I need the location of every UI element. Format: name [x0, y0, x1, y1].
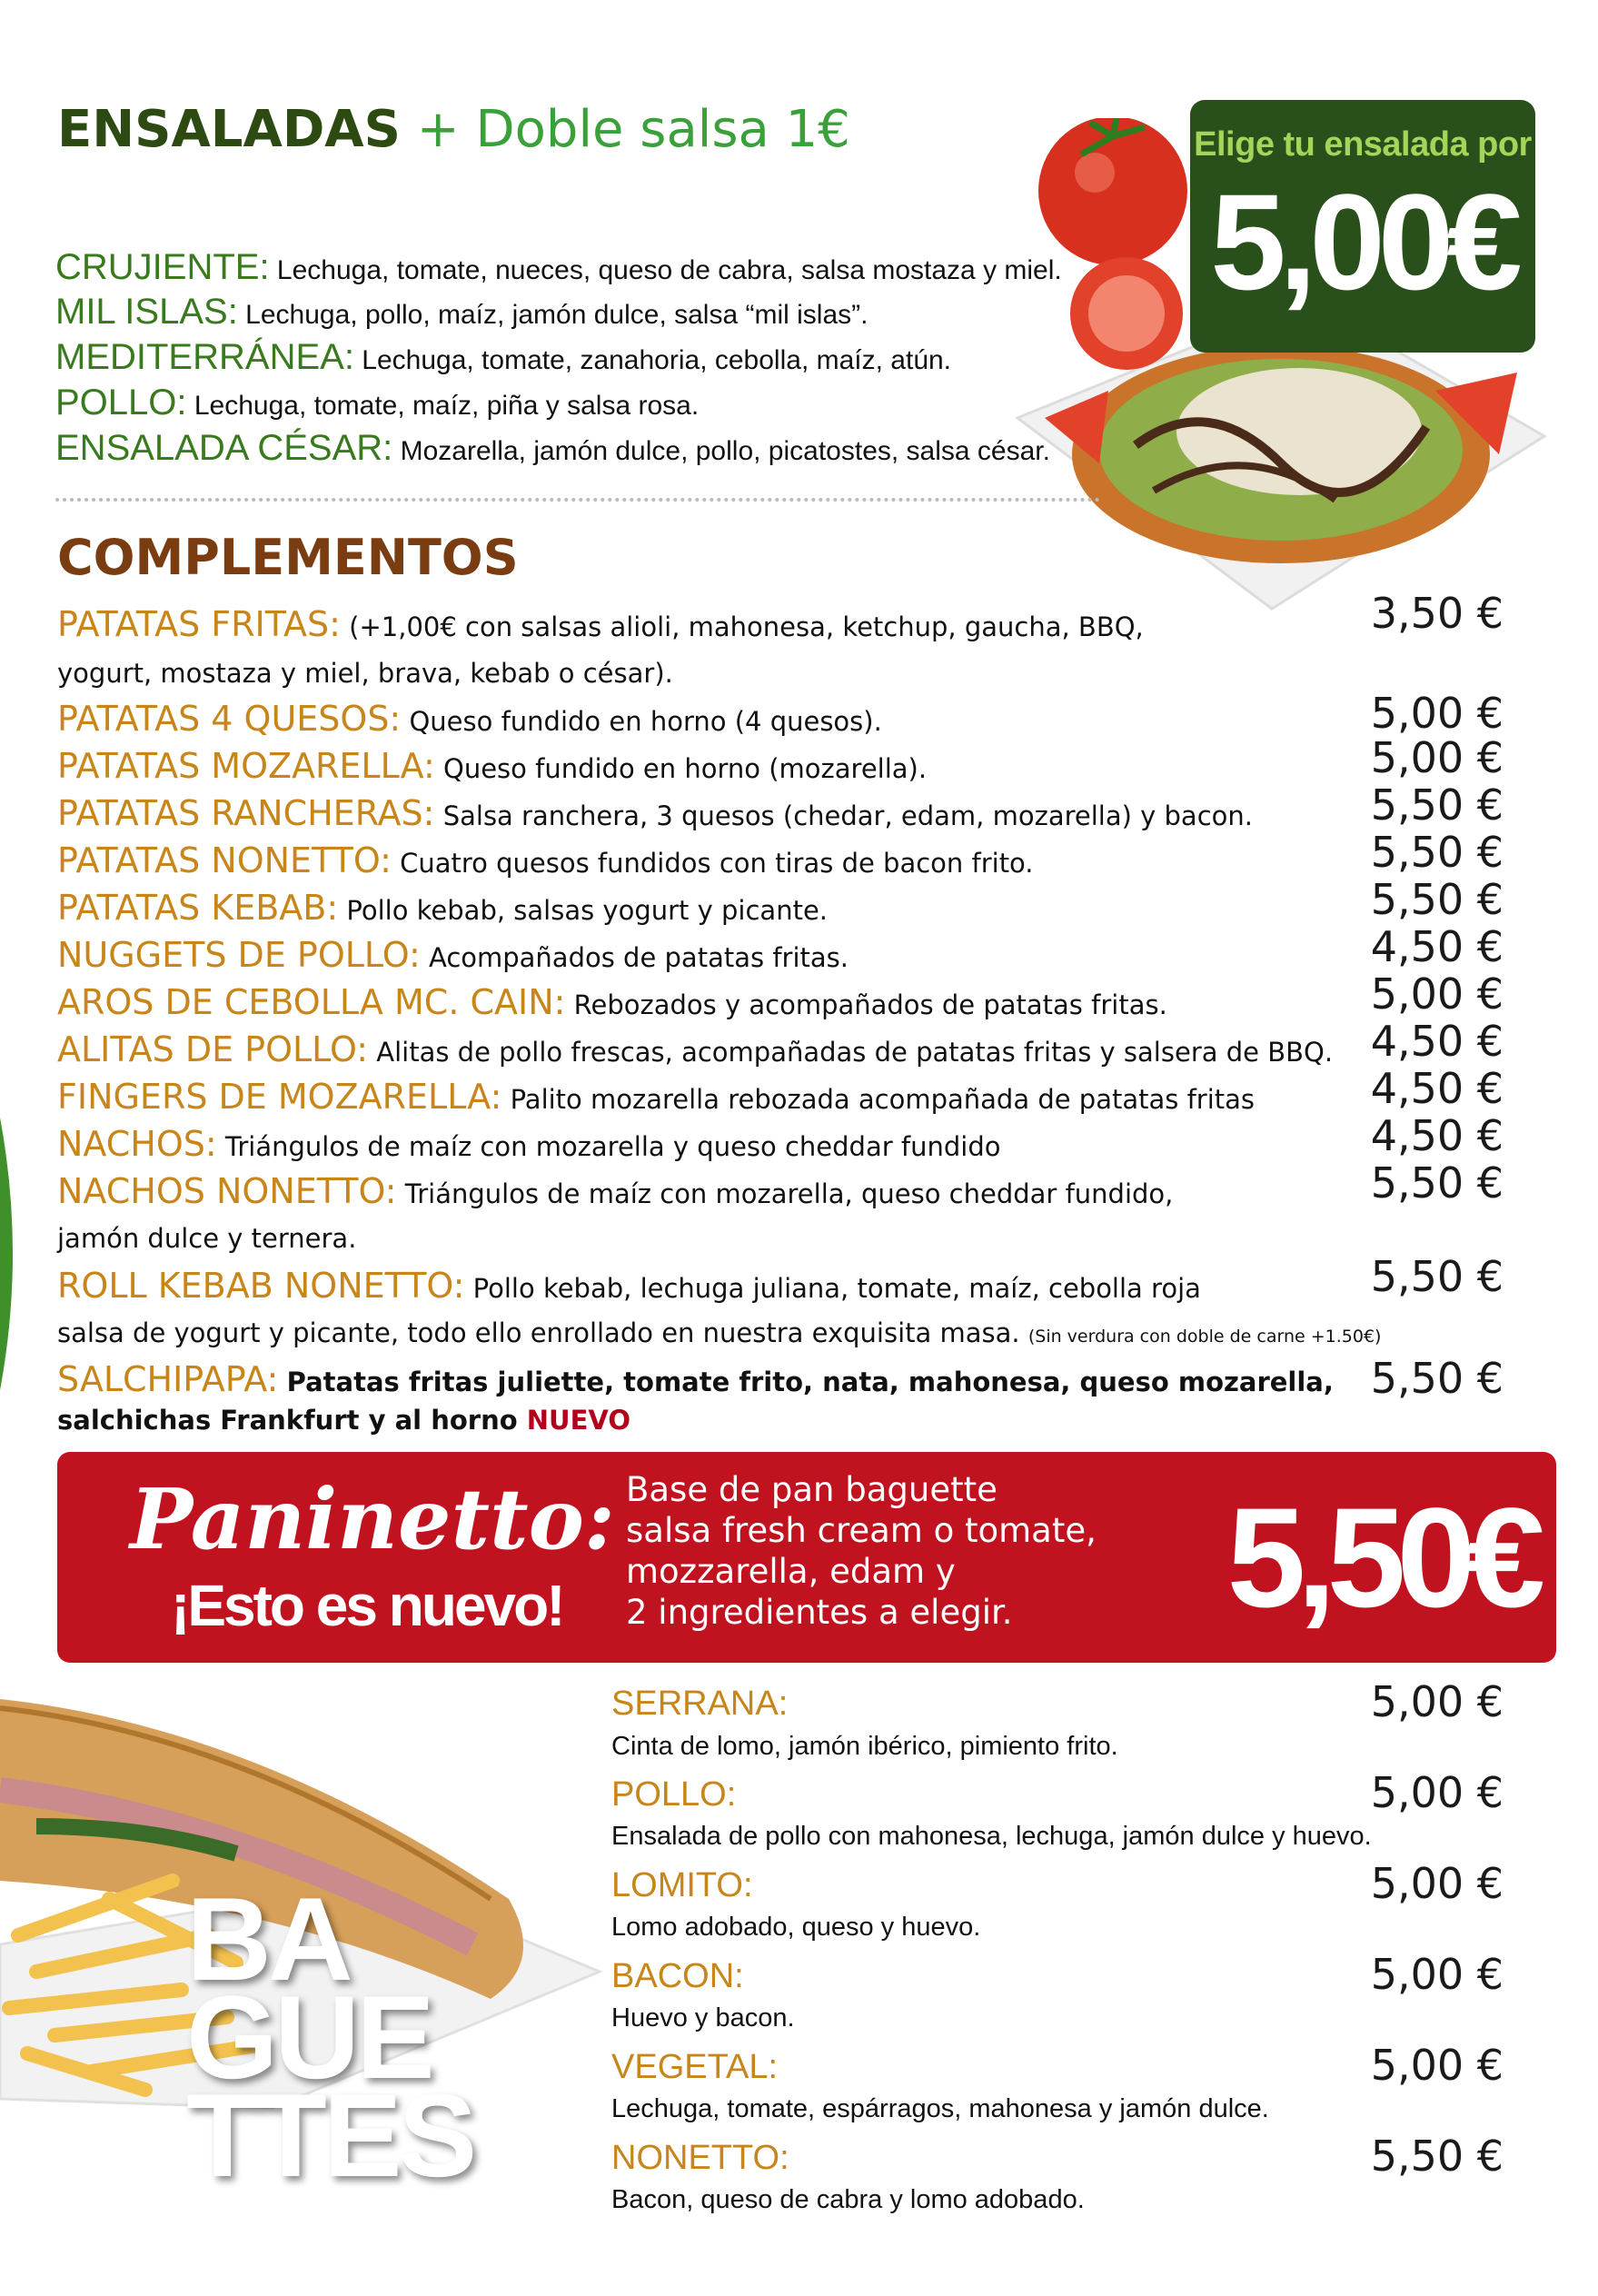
complement-item: [57, 1266, 1201, 1306]
complement-item: [57, 888, 828, 928]
complement-item-desc-cont: yogurt, mostaza y miel, brava, kebab o césar).: [57, 658, 673, 689]
complement-item-price: 5,00 €: [1370, 969, 1504, 1019]
baguette-item-desc: Huevo y bacon.: [611, 2003, 795, 2033]
complement-item-name: ROLL KEBAB NONETTO:: [57, 1266, 465, 1306]
baguette-item-price: 5,00 €: [1370, 1859, 1504, 1908]
salad-item-name: MEDITERRÁNEA:: [55, 337, 354, 377]
complement-item: [57, 793, 1253, 833]
salad-item: [55, 247, 1062, 288]
salad-item-name: CRUJIENTE:: [55, 247, 270, 287]
baguette-item-desc: Bacon, queso de cabra y lomo adobado.: [611, 2185, 1085, 2214]
complement-item-price: 5,00 €: [1370, 733, 1504, 782]
complement-item-desc: Queso fundido en horno (mozarella).: [443, 753, 928, 784]
complement-item-name: PATATAS 4 QUESOS:: [57, 699, 402, 739]
salad-item-desc: Lechuga, pollo, maíz, jamón dulce, salsa “mil islas”.: [245, 300, 868, 330]
complement-item: [57, 1359, 1334, 1399]
complement-item-desc: Palito mozarella rebozada acompañada de patatas fritas: [510, 1084, 1256, 1115]
salad-item-name: ENSALADA CÉSAR:: [55, 428, 393, 468]
complement-item: [57, 840, 1034, 880]
complement-item: [57, 1171, 1173, 1211]
paninetto-price: 5,50€: [1226, 1479, 1536, 1637]
complement-item-price: 5,50 €: [1370, 1354, 1504, 1403]
complement-item-desc: Acompañados de patatas fritas.: [428, 942, 849, 973]
salads-title: [57, 100, 850, 159]
complement-item-price: 4,50 €: [1370, 1064, 1504, 1113]
complement-item-desc: Pollo kebab, salsas yogurt y picante.: [346, 895, 829, 926]
complement-item-name: PATATAS FRITAS:: [57, 604, 341, 644]
complementos-title: COMPLEMENTOS: [57, 529, 519, 586]
complement-item-price: 5,50 €: [1370, 828, 1504, 877]
complement-item-price: 5,50 €: [1370, 1252, 1504, 1301]
complement-item-name: FINGERS DE MOZARELLA:: [57, 1077, 502, 1117]
complement-item-price: 4,50 €: [1370, 922, 1504, 971]
complement-item-desc: Alitas de pollo frescas, acompañadas de patatas fritas y salsera de BBQ.: [376, 1037, 1334, 1068]
salad-item-name: POLLO:: [55, 383, 187, 422]
baguette-item-name: SERRANA:: [611, 1685, 789, 1723]
green-leaf-image: [0, 1118, 27, 1390]
salads-title-extra: + Doble salsa 1€: [416, 100, 850, 159]
complement-item-name: PATATAS MOZARELLA:: [57, 746, 435, 786]
salad-item-desc: Mozarella, jamón dulce, pollo, picatostes, salsa césar.: [400, 436, 1050, 466]
complement-item-desc-cont-text: salchichas Frankfurt y al horno: [57, 1405, 518, 1436]
complement-item-desc-cont-text: salsa de yogurt y picante, todo ello enrollado en nuestra exquisita masa.: [57, 1317, 1020, 1348]
complement-item-desc: Rebozados y acompañados de patatas fritas.: [573, 989, 1167, 1020]
complement-item-name: ALITAS DE POLLO:: [57, 1029, 369, 1069]
paninetto-desc-line: salsa fresh cream o tomate,: [626, 1511, 1097, 1550]
complement-item-name: PATATAS KEBAB:: [57, 888, 339, 928]
salad-item-desc: Lechuga, tomate, maíz, piña y salsa rosa.: [194, 391, 700, 421]
salad-price-label: Elige tu ensalada por: [1194, 125, 1532, 164]
salad-price: 5,00€: [1210, 165, 1515, 318]
section-divider: [55, 498, 1100, 502]
complement-item-name: NACHOS:: [57, 1124, 217, 1164]
complement-item-note: (Sin verdura con doble de carne +1.50€): [1027, 1327, 1382, 1347]
complement-item-desc: Triángulos de maíz con mozarella, queso cheddar fundido,: [404, 1178, 1174, 1209]
baguettes-title: [186, 1873, 474, 2202]
complement-item-name: NACHOS NONETTO:: [57, 1171, 397, 1211]
complement-item: [57, 1029, 1333, 1069]
complement-item-price: 5,50 €: [1370, 875, 1504, 924]
baguette-item-price: 5,00 €: [1370, 1768, 1504, 1817]
complement-item-name: NUGGETS DE POLLO:: [57, 935, 421, 975]
baguette-item-name: BACON:: [611, 1957, 744, 1995]
complement-item: [57, 1077, 1255, 1117]
baguettes-title-line: BA: [186, 1873, 350, 2005]
salad-item-name: MIL ISLAS:: [55, 292, 238, 332]
baguette-item-name: POLLO:: [611, 1775, 737, 1814]
baguette-item-price: 5,00 €: [1370, 2041, 1504, 2090]
salad-item: [55, 292, 868, 333]
complement-item-price: 5,50 €: [1370, 1158, 1504, 1208]
baguette-item-name: NONETTO:: [611, 2139, 789, 2177]
complement-item-price: 3,50 €: [1370, 589, 1504, 638]
baguettes-title-line: GUE: [186, 1971, 432, 2103]
complement-item: [57, 604, 1144, 644]
paninetto-desc-line: 2 ingredientes a elegir.: [626, 1593, 1013, 1632]
complement-item-desc: Triángulos de maíz con mozarella y queso cheddar fundido: [224, 1131, 1001, 1162]
baguette-item-name: VEGETAL:: [611, 2048, 779, 2086]
paninetto-desc-line: Base de pan baguette: [626, 1470, 998, 1509]
complement-item: [57, 746, 927, 786]
complement-item-desc-cont: jamón dulce y ternera.: [57, 1223, 357, 1254]
complement-item-desc: Queso fundido en horno (4 quesos).: [409, 706, 882, 737]
complement-item: [57, 1124, 1000, 1164]
paninetto-banner: [57, 1452, 1556, 1663]
complement-item: [57, 982, 1167, 1022]
salad-item-desc: Lechuga, tomate, zanahoria, cebolla, maíz, atún.: [362, 345, 952, 375]
new-badge: NUEVO: [526, 1405, 630, 1436]
salad-item-desc: Lechuga, tomate, nueces, queso de cabra, salsa mostaza y miel.: [276, 255, 1062, 285]
baguette-item-desc: Ensalada de pollo con mahonesa, lechuga, jamón dulce y huevo.: [611, 1822, 1372, 1851]
salad-price-box: [1190, 100, 1535, 353]
complement-item-name: AROS DE CEBOLLA MC. CAIN:: [57, 982, 566, 1022]
complement-item-price: 5,50 €: [1370, 780, 1504, 830]
complement-item-name: PATATAS RANCHERAS:: [57, 793, 435, 833]
complement-item-desc: Patatas fritas juliette, tomate frito, nata, mahonesa, queso mozarella,: [286, 1367, 1334, 1397]
baguette-item-name: LOMITO:: [611, 1866, 753, 1904]
complement-item: [57, 699, 882, 739]
complement-item-desc: Cuatro quesos fundidos con tiras de bacon frito.: [400, 848, 1034, 879]
salads-title-main: ENSALADAS: [57, 100, 401, 159]
complement-item-name: SALCHIPAPA:: [57, 1359, 279, 1399]
complement-item-price: 5,00 €: [1370, 689, 1504, 738]
paninetto-desc-line: mozzarella, edam y: [626, 1552, 956, 1591]
paninetto-brand: Paninetto:: [130, 1470, 615, 1568]
baguette-item-desc: Lomo adobado, queso y huevo.: [611, 1913, 981, 1942]
complement-item-desc-cont: [57, 1317, 1381, 1348]
baguette-item-price: 5,00 €: [1370, 1950, 1504, 1999]
complement-item-desc: Salsa ranchera, 3 quesos (chedar, edam, mozarella) y bacon.: [442, 800, 1253, 831]
complement-item-price: 4,50 €: [1370, 1017, 1504, 1066]
baguette-item-price: 5,00 €: [1370, 1677, 1504, 1726]
complement-item-desc-cont: [57, 1405, 630, 1436]
salad-item: [55, 337, 951, 378]
baguette-item-desc: Cinta de lomo, jamón ibérico, pimiento frito.: [611, 1732, 1118, 1761]
paninetto-tagline: ¡Esto es nuevo!: [171, 1573, 563, 1638]
complement-item-desc: Pollo kebab, lechuga juliana, tomate, maíz, cebolla roja: [472, 1273, 1201, 1304]
complement-item-desc: (+1,00€ con salsas alioli, mahonesa, ketchup, gaucha, BBQ,: [349, 611, 1144, 642]
baguette-item-desc: Lechuga, tomate, espárragos, mahonesa y jamón dulce.: [611, 2094, 1269, 2123]
baguette-item-price: 5,50 €: [1370, 2132, 1504, 2181]
complement-item-name: PATATAS NONETTO:: [57, 840, 392, 880]
salad-item: [55, 383, 699, 423]
complement-item-price: 4,50 €: [1370, 1111, 1504, 1160]
baguettes-title-line: TTES: [186, 2069, 474, 2202]
salad-item: [55, 428, 1050, 469]
complement-item: [57, 935, 849, 975]
